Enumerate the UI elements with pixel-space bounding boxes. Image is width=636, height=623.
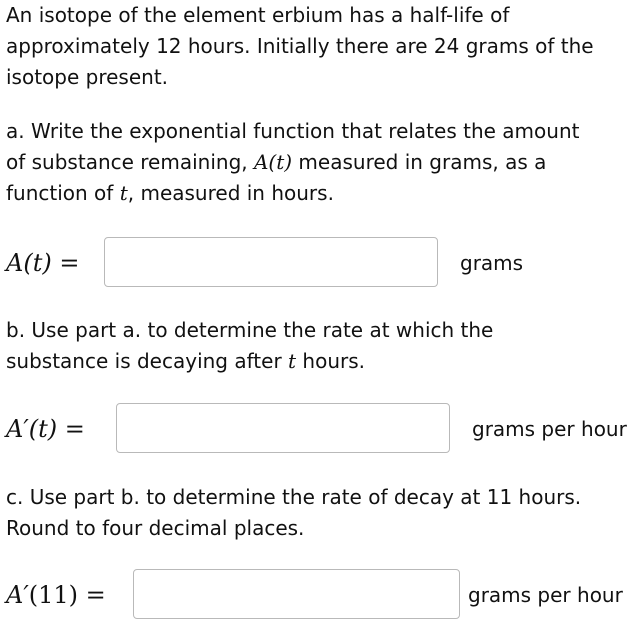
part-b-line-2 [6,346,632,377]
part-b-equation-label [6,414,85,444]
equals-sign: = [57,415,85,443]
equals-sign: = [78,581,106,609]
part-a-answer-row [0,237,636,289]
part-c-line-1: c. Use part b. to determine the rate of decay at 11 hours. [6,485,582,509]
intro-line-1: An isotope of the element erbium has a half-life of [6,3,510,27]
part-c-prompt [6,482,632,544]
part-a-line-1: a. Write the exponential function that relates the amount [6,119,580,143]
part-a-equation-label [6,248,79,278]
part-b-line-2-text: substance is decaying after [6,349,289,373]
part-a-function-label: A(t) [6,249,52,277]
intro-line-2: approximately 12 hours. Initially there are 24 grams of the [6,34,594,58]
part-b-line-1: b. Use part a. to determine the rate at which the [6,318,494,342]
part-c-function-label: A′ [6,581,29,609]
intro-line-3: isotope present. [6,65,169,89]
part-a-line-2-text-end: measured in grams, as a [292,150,547,174]
part-a-line-3-text: function of [6,181,120,205]
part-b-line-2-text-end: hours. [296,349,366,373]
part-a-unit-label: grams [460,251,524,275]
part-c-answer-input[interactable] [133,569,460,619]
part-c-equation-label [6,580,106,610]
part-b-answer-input[interactable] [116,403,450,453]
part-b-answer-row [0,403,636,455]
problem-intro [6,0,632,93]
part-b-function-label: A′(t) [6,415,58,443]
part-b-line-2-math: t [288,349,297,373]
part-b-prompt [6,315,632,377]
part-c-answer-row [0,569,636,621]
part-a-answer-input[interactable] [104,237,438,287]
part-b-unit-label: grams per hour [472,417,627,441]
part-c-function-argument: (11) [28,581,79,609]
part-c-line-2: Round to four decimal places. [6,516,305,540]
part-a-line-2 [6,147,632,178]
part-a-line-2-text: of substance remaining, [6,150,254,174]
part-a-line-2-math: A(t) [253,150,293,174]
equals-sign: = [51,249,80,277]
part-c-unit-label: grams per hour [468,583,623,607]
part-a-line-3-math: t [119,181,128,205]
part-a-prompt [6,116,632,209]
part-a-line-3 [6,178,632,209]
part-a-line-3-text-end: , measured in hours. [127,181,334,205]
